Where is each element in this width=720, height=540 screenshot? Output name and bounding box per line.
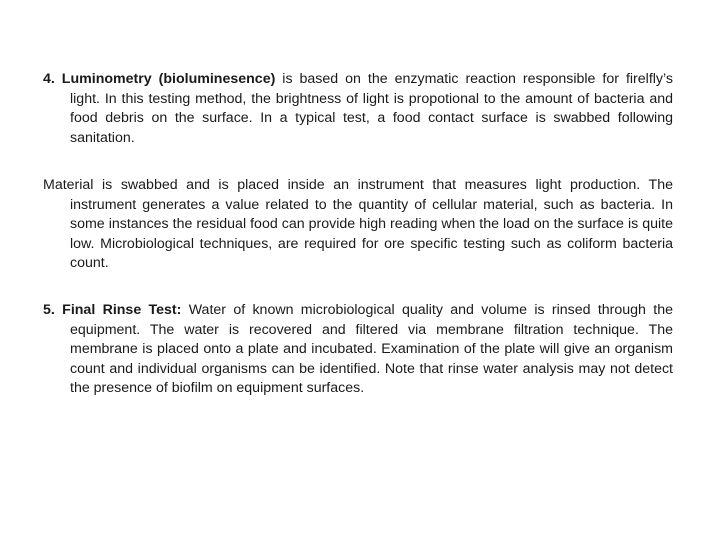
paragraph-swab-instrument [43,176,673,274]
paragraph-heading: 4. Luminometry (bioluminesence) [43,71,276,87]
paragraph-text: Water of known microbiological quality and volume is rinsed through the equipment. The water is recovered and filtered via membrane filtration technique. The membrane is placed onto a plate and incubated. Examination of the plate will give an organism count and individual organisms can be identified. Note that rinse water analysis may not detect the presence of biofilm on equipment surfaces. [70,302,673,397]
paragraph-final-rinse-test [43,301,673,399]
paragraph-heading: 5. Final Rinse Test: [43,302,182,318]
paragraph-luminometry [43,70,673,148]
paragraph-text: is based on the enzymatic reaction responsible for firelfly’s light. In this testing method, the brightness of light is propotional to the amount of bacteria and food debris on the surface. In a typical test, a food contact surface is swabbed following sanitation. [70,71,673,146]
paragraph-text: Material is swabbed and is placed inside an instrument that measures light production. The instrument generates a value related to the quantity of cellular material, such as bacteria. In some instances the residual food can provide high reading when the load on the surface is quite low. Microbiological techniques, are required for ore specific testing such as coliform bacteria count. [43,177,673,272]
